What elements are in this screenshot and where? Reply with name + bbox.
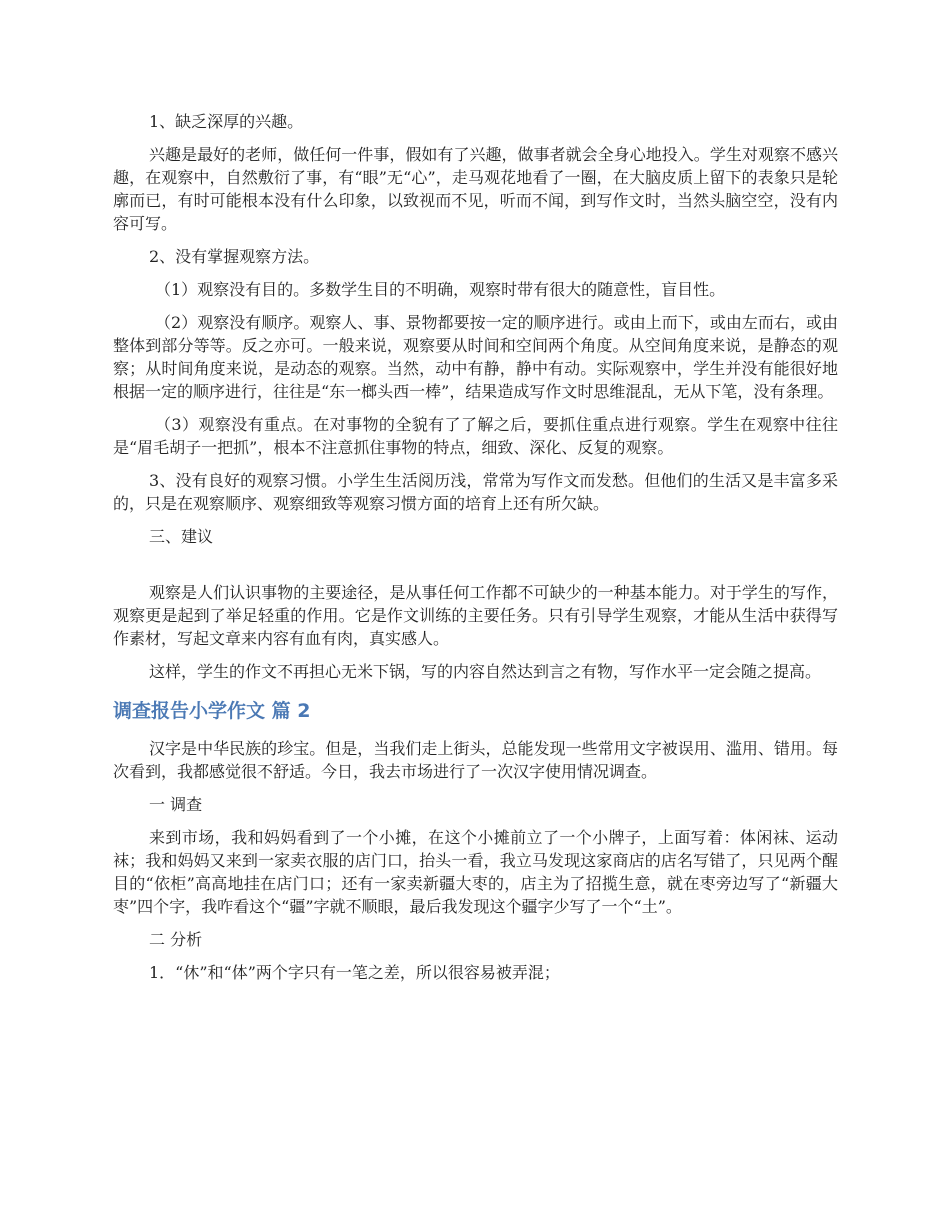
heading-no-method: 2、没有掌握观察方法。 [149, 247, 320, 266]
paragraph-conclusion: 这样，学生的作文不再担心无米下锅，写的内容自然达到言之有物，写作水平一定会随之提高。 [149, 662, 822, 681]
paragraph-no-habit: 3、没有良好的观察习惯。小学生生活阅历浅，常常为写作文而发愁。但他们的生活又是丰富多采的，只是在观察顺序、观察细致等观察习惯方面的培育上还有所欠缺。 [113, 471, 838, 513]
heading-suggestions: 三、建议 [149, 527, 214, 546]
paragraph-no-order: （2）观察没有顺序。观察人、事、景物都要按一定的顺序进行。或由上而下，或由左而右，或由整体到部分等等。反之亦可。一般来说，观察要从时间和空间两个角度。从空间角度来说，是静态的观察；从时间角度来说，是动态的观察。当然，动中有静，静中有动。实际观察中，学生并没有能很好地根据一定的顺序进行，往往是“东一榔头西一棒”，结果造成写作文时思维混乱，无从下笔，没有条理。 [113, 313, 838, 401]
paragraph-no-purpose: （1）观察没有目的。多数学生目的不明确，观察时带有很大的随意性，盲目性。 [155, 280, 726, 299]
heading-lack-of-interest: 1、缺乏深厚的兴趣。 [149, 112, 304, 131]
section-title: 调查报告小学作文 篇 2 [113, 700, 311, 722]
heading-investigation: 一 调查 [149, 795, 203, 814]
paragraph-no-focus: （3）观察没有重点。在对事物的全貌有了了解之后，要抓住重点进行观察。学生在观察中往往是“眉毛胡子一把抓”，根本不注意抓住事物的特点，细致、深化、反复的观察。 [113, 415, 838, 457]
paragraph-market: 来到市场，我和妈妈看到了一个小摊，在这个小摊前立了一个小牌子，上面写着：体闲袜、运动袜；我和妈妈又来到一家卖衣服的店门口，抬头一看，我立马发现这家商店的店名写错了，只见两个醒目的“依柜”高高地挂在店门口；还有一家卖新疆大枣的，店主为了招揽生意，就在枣旁边写了“新疆大枣”四个字，我咋看这个“疆”字就不顺眼，最后我发现这个疆字少写了一个“土”。 [113, 828, 838, 916]
paragraph-intro: 汉字是中华民族的珍宝。但是，当我们走上街头，总能发现一些常用文字被误用、滥用、错用。每次看到，我都感觉很不舒适。今日，我去市场进行了一次汉字使用情况调查。 [113, 739, 838, 781]
heading-analysis: 二 分析 [149, 930, 203, 949]
paragraph-interest: 兴趣是最好的老师，做任何一件事，假如有了兴趣，做事者就会全身心地投入。学生对观察不感兴趣，在观察中，自然敷衍了事，有“眼”无“心”，走马观花地看了一圈，在大脑皮质上留下的表象只是轮廓而已，有时可能根本没有什么印象，以致视而不见，听而不闻，到写作文时，当然头脑空空，没有内容可写。 [113, 145, 838, 233]
paragraph-analysis-1: 1．“休”和“体”两个字只有一笔之差，所以很容易被弄混； [149, 963, 560, 982]
paragraph-observation-importance: 观察是人们认识事物的主要途径，是从事任何工作都不可缺少的一种基本能力。对于学生的写作，观察更是起到了举足轻重的作用。它是作文训练的主要任务。只有引导学生观察，才能从生活中获得写作素材，写起文章来内容有血有肉，真实感人。 [113, 583, 838, 648]
document-body [113, 110, 838, 994]
